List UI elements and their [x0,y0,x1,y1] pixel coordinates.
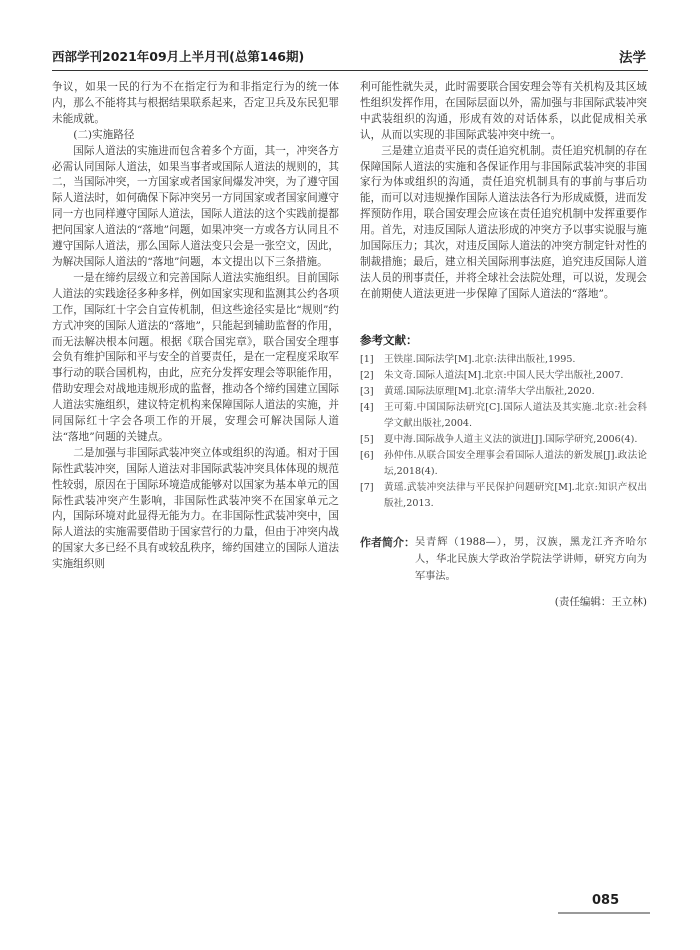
paragraph: 利可能性就失灵，此时需要联合国安理会等有关机构及其区域性组织发挥作用，在国际层面以外，需加强与非国际武装冲突中武装组织的沟通，形成有效的对话体系，以此促成相关承认，从而以实现的非国际武装冲突中统一。 [360,81,647,141]
author-label: 作者简介： [360,535,415,549]
right-column-body [360,80,647,303]
reference-number: [6] [360,449,374,461]
paragraph: 一是在缔约层级立和完善国际人道法实施组织。目前国际人道法的实践途径多种多样，例如国家实现和监测其公约各项工作，国际红十字会自宣传机制，但这些途径实是比“规则”约方式冲突的国际人道法的“落地”，只能起到辅助监督的作用，而无法解决根本问题。根据《联合国宪章》，联合国安全理事会负有维护国际和平与安全的首要责任，是在一定程度采取军事行动的联合国机构，由此，应充分发挥安理会等职能作用，借助安理会对战地违规形成的监督，推动各个缔约国建立国际人道法实施组织，建议特定机构来保障国际人道法的实施，并同国际红十字会各项工作的开展，安理会可解决国际人道法“落地”问题的关键点。 [52,271,339,443]
paragraph: 国际人道法的实施进而包含着多个方面，其一，冲突各方必需认同国际人道法，如果当事者或国际人道法的规则的，其二，当国际冲突，一方国家或者国家间爆发冲突，为了遵守国际人道法时，如何确保下际冲突另一方同国家或者国家间遵守同一方也同样遵守国际人道法，国际人道法的这个实践前提都把问国家人道法的“落地”问题，如果冲突一方或各方认同且不遵守国际人道法，那么国际人道法变只会是一张空文，因此，为解决国际人道法的“落地”问题，本文提出以下三条措施。 [52,144,339,268]
reference-item [360,368,647,384]
editor-credit: (责任编辑：王立林) [554,595,647,608]
reference-number: [1] [360,353,374,365]
reference-item [360,480,647,512]
reference-number: [7] [360,481,374,493]
section-label: 法学 [619,50,646,66]
references-heading: 参考文献： [360,332,418,347]
reference-number: [5] [360,433,374,445]
reference-text: 夏中海.国际战争人道主义法的演进[J].国际学研究,2006(4). [384,433,638,445]
page-number: 085 [592,893,620,908]
reference-text: 朱文奇.国际人道法[M].北京:中国人民大学出版社,2007. [384,369,624,381]
left-column [52,80,339,573]
reference-text: 孙仲伟.从联合国安全理事会看国际人道法的新发展[J].政法论坛,2018(4). [384,449,647,477]
right-column [360,80,647,611]
reference-text: 黄瑶.国际法原理[M].北京:清华大学出版社,2020. [384,385,595,397]
reference-item [360,448,647,480]
reference-list [360,352,647,512]
paragraph: (二)实施路径 [73,128,135,141]
reference-number: [3] [360,385,374,397]
author-text: 吴青辉（1988—），男，汉族，黑龙江齐齐哈尔人，华北民族大学政治学院法学讲师，研究方向为军事法。 [415,536,647,582]
reference-item [360,352,647,368]
reference-text: 黄瑶.武装冲突法律与平民保护问题研究[M].北京:知识产权出版社,2013. [384,481,647,509]
reference-number: [2] [360,369,374,381]
reference-text: 王铁崖.国际法学[M].北京:法律出版社,1995. [384,353,576,365]
reference-item [360,432,647,448]
page-header [52,44,648,71]
author-note [360,534,647,585]
reference-text: 王可菊.中国国际法研究[C].国际人道法及其实施.北京:社会科学文献出版社,2004. [384,401,647,429]
paragraph: 二是加强与非国际武装冲突立体或组织的沟通。相对于国际性武装冲突，国际人道法对非国际武装冲突具体体现的规范性较弱，原因在于国际环境造成能够对以国家为基本单元的国际性武装冲突产生影响，非国际性武装冲突不在国家单元之内，国际环境对此显得无能为力。在非国际性武装冲突中，国际人道法的实施需要借助于国家营行的力量，但由于冲突内战的国家大多已经不具有或较乱秩序，缔约国建立的国际人道法实施组织则 [52,446,339,571]
reference-item [360,400,647,432]
journal-issue-label: 西部学刊2021年09月上半月刊(总第146期) [52,49,305,64]
paragraph: 三是建立追责平民的责任追究机制。责任追究机制的存在保障国际人道法的实施和各保证作用与非国际武装冲突的非国家行为体或组织的沟通，责任追究机制具有的事前与事后功能，而可以对违规操作国际人道法法各行为形成威慑，进而发挥预防作用，联合国安理会应该在责任追究机制中发挥重要作用。首先，对违反国际人道法形成的冲突方予以事实说服与施加国际压力；其次，对违反国际人道法的冲突方制定针对性的制裁措施；最后，建立相关国际刑事法庭，追究违反国际人道法人员的刑事责任，并将全球社会法院处理，可以说，发现会在前期使人道法更进一步保障了国际人道法的“落地”。 [360,144,647,300]
reference-number: [4] [360,401,374,413]
paragraph: 争议，如果一民的行为不在指定行为和非指定行为的统一体内，那么不能将其与根据结果联系起来，否定卫兵及东民犯罪未能成就。 [52,81,339,125]
reference-item [360,384,647,400]
page-number-rule [558,912,650,914]
